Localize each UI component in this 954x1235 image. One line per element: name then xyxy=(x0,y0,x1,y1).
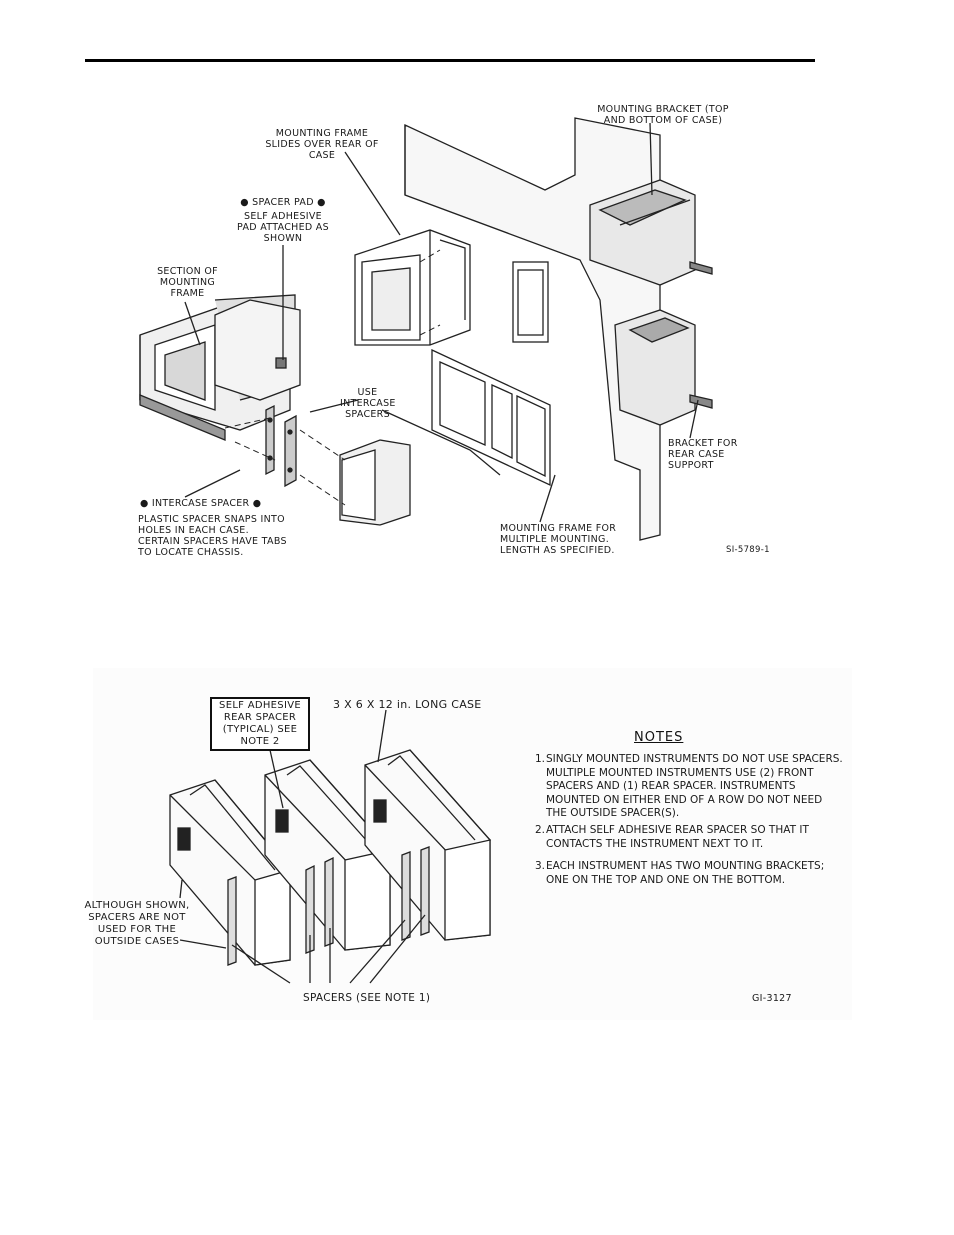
rear-spacer-1 xyxy=(178,828,190,850)
note-2-text: ATTACH SELF ADHESIVE REAR SPACER SO THAT IT CONTACTS THE INSTRUMENT NEXT TO IT. xyxy=(546,824,809,850)
label-mounting-frame-multiple: MOUNTING FRAME FOR MULTIPLE MOUNTING. LENGTH AS SPECIFIED. xyxy=(500,523,617,556)
label-section-mounting-frame: SECTION OF MOUNTING FRAME xyxy=(157,266,218,299)
note-2 xyxy=(535,824,845,854)
label-intercase-spacer: ● INTERCASE SPACER ● xyxy=(140,498,262,509)
label-intercase-desc: PLASTIC SPACER SNAPS INTO HOLES IN EACH CASE. CERTAIN SPACERS HAVE TABS TO LOCATE CHASSIS. xyxy=(138,514,287,558)
rear-spacer-3 xyxy=(374,800,386,822)
label-spacer-pad: ● SPACER PAD ● xyxy=(240,197,326,208)
notes-title: NOTES xyxy=(634,730,684,745)
label-mounting-frame-slides: MOUNTING FRAME SLIDES OVER REAR OF CASE xyxy=(265,128,379,161)
label-self-adhesive-box: SELF ADHESIVE REAR SPACER (TYPICAL) SEE NOTE 2 xyxy=(210,697,310,751)
note-2-number: 2. xyxy=(535,824,546,836)
note-3-text: EACH INSTRUMENT HAS TWO MOUNTING BRACKETS; ONE ON THE TOP AND ONE ON THE BOTTOM. xyxy=(546,860,825,886)
front-spacer-4 xyxy=(402,852,410,940)
note-1-text: SINGLY MOUNTED INSTRUMENTS DO NOT USE SPACERS. MULTIPLE MOUNTED INSTRUMENTS USE (2) FRONT SPACERS AND (1) REAR SPACER. INSTRUMENTS MOUNTED ON EITHER END OF A ROW DO NOT NEED THE OUTSIDE SPACER(S). xyxy=(546,753,843,819)
front-spacer-1 xyxy=(228,877,236,965)
label-spacers-note: SPACERS (SEE NOTE 1) xyxy=(303,992,431,1004)
front-spacer-5 xyxy=(421,847,429,935)
label-spacer-pad-desc: SELF ADHESIVE PAD ATTACHED AS SHOWN xyxy=(237,211,329,244)
drawing-id-1: SI-5789-1 xyxy=(726,545,770,555)
note-1-number: 1. xyxy=(535,753,546,765)
label-case-size: 3 X 6 X 12 in. LONG CASE xyxy=(333,698,482,711)
rear-spacer-2 xyxy=(276,810,288,832)
front-spacer-3 xyxy=(325,858,333,946)
label-use-intercase: USE INTERCASE SPACERS xyxy=(340,387,396,420)
label-although-shown: ALTHOUGH SHOWN, SPACERS ARE NOT USED FOR THE OUTSIDE CASES xyxy=(84,900,190,947)
note-1 xyxy=(535,753,845,819)
note-3-number: 3. xyxy=(535,860,546,872)
note-3 xyxy=(535,860,845,890)
label-mounting-bracket: MOUNTING BRACKET (TOP AND BOTTOM OF CASE) xyxy=(597,104,729,126)
drawing-id-2: GI-3127 xyxy=(752,993,792,1004)
label-bracket-rear: BRACKET FOR REAR CASE SUPPORT xyxy=(668,438,738,471)
